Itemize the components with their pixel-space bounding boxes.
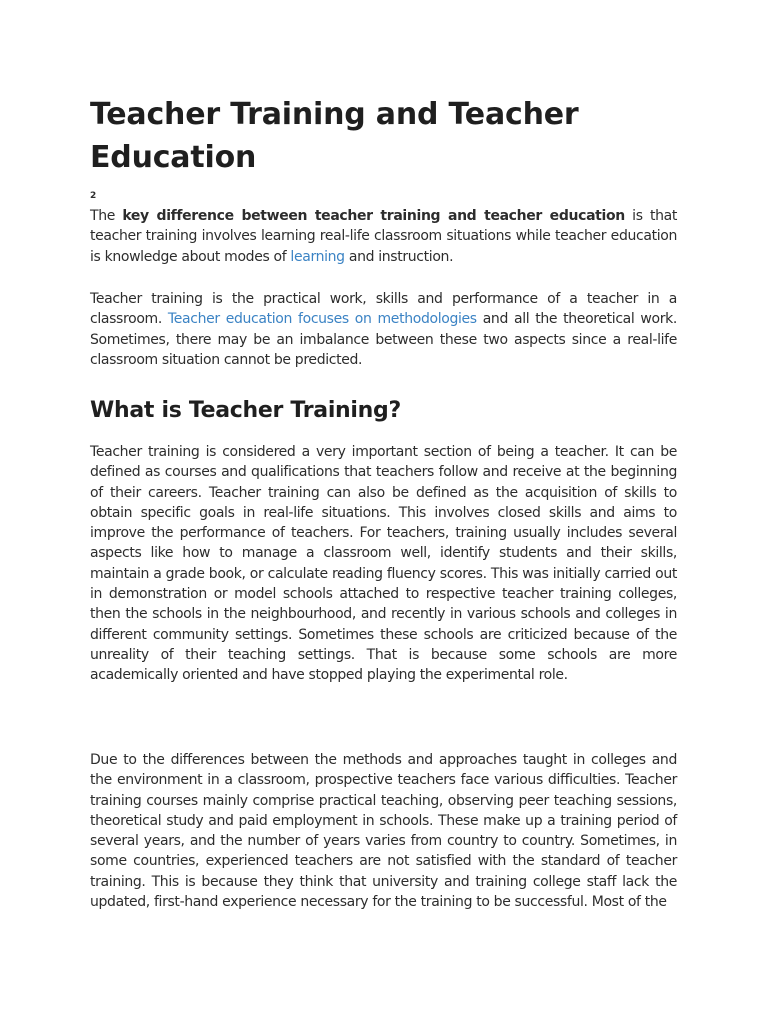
para2-text-post: and all the theoretical work. Sometimes, there may be an imbalance between these two aspects since a real-life classroom situation cannot be predicted. xyxy=(90,311,677,368)
definition-paragraph xyxy=(90,289,677,370)
section-heading: What is Teacher Training? xyxy=(90,398,401,423)
intro-key-difference: key difference between teacher training and teacher education xyxy=(122,208,625,224)
teacher-training-paragraph: Teacher training is considered a very important section of being a teacher. It can be defined as courses and qualifications that teachers follow and receive at the beginning of their careers. Teacher training can also be defined as the acquisition of skills to obtain specific goals in real-life situations. This involves closed skills and aims to improve the performance of teachers. For teachers, training usually includes several aspects like how to manage a classroom well, identify students and their skills, maintain a grade book, or calculate reading fluency scores. This was initially carried out in demonstration or model schools attached to respective teacher training colleges, then the schools in the neighbourhood, and recently in various schools and colleges in different community settings. Sometimes these schools are criticized because of the unreality of their teaching settings. That is because some schools are more academically oriented and have stopped playing the experimental role. xyxy=(90,444,677,684)
intro-text-mid: is that teacher training involves learning real-life classroom situations while teacher education is knowledge about modes of xyxy=(90,208,677,265)
intro-text-pre: The xyxy=(90,208,123,224)
para2-text-pre: Teacher training is the practical work, skills and performance of a teacher in a classroom. xyxy=(90,291,677,328)
teacher-education-link[interactable]: Teacher education focuses on methodologies xyxy=(167,311,477,328)
intro-text-post: and instruction. xyxy=(344,248,454,265)
page-title: Teacher Training and Teacher Education xyxy=(90,97,579,175)
learning-link[interactable]: learning xyxy=(290,248,345,265)
footnote-marker: 2 xyxy=(90,191,97,201)
differences-paragraph: Due to the differences between the methods and approaches taught in colleges and the environment in a classroom, prospective teachers face various difficulties. Teacher training courses mainly comprise practical teaching, observing peer teaching sessions, theoretical study and paid employment in schools. These make up a training period of several years, and the number of years varies from country to country. Sometimes, in some countries, experienced teachers are not satisfied with the standard of teacher training. This is because they think that university and training college staff lack the updated, first-hand experience necessary for the training to be successful. Most of the xyxy=(90,752,677,911)
intro-paragraph xyxy=(90,206,677,267)
